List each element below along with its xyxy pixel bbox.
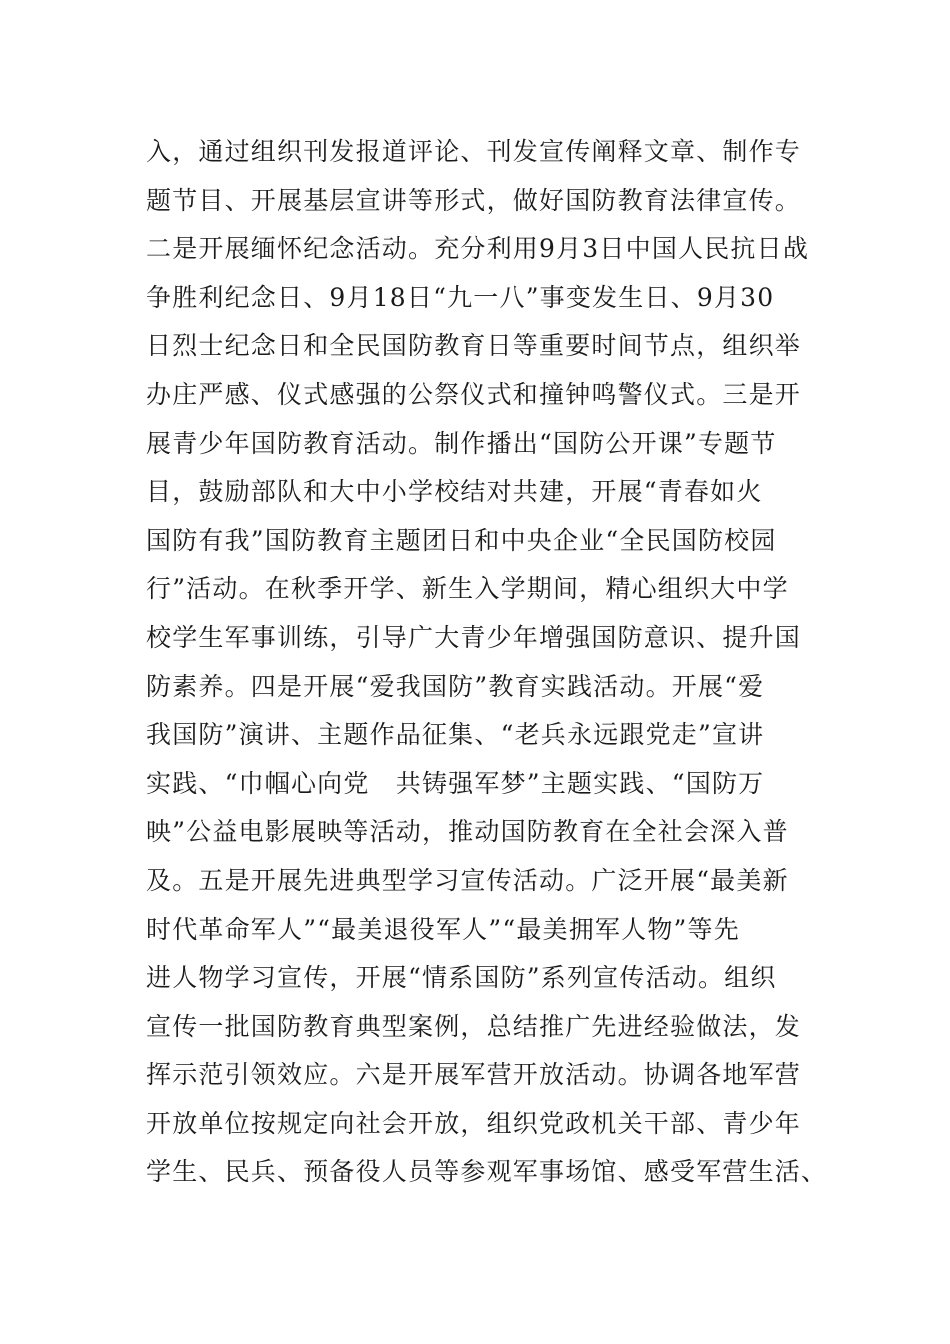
text-line: 进人物学习宣传，开展“情系国防”系列宣传活动。组织	[146, 963, 777, 993]
text-line: 及。五是开展先进典型学习宣传活动。广泛开展“最美新	[146, 865, 789, 895]
text-line: 时代革命军人”“最美退役军人”“最美拥军人物”等先	[146, 914, 740, 944]
text-line: 行”活动。在秋季开学、新生入学期间，精心组织大中学	[146, 574, 789, 604]
text-line: 映”公益电影展映等活动，推动国防教育在全社会深入普	[146, 817, 789, 847]
text-line: 我国防”演讲、主题作品征集、“老兵永远跟党走”宣讲	[146, 720, 765, 750]
text-line: 办庄严感、仪式感强的公祭仪式和撞钟鸣警仪式。三是开	[146, 379, 802, 409]
text-line: 展青少年国防教育活动。制作播出“国防公开课”专题节	[146, 428, 777, 458]
text-line: 入，通过组织刊发报道评论、刊发宣传阐释文章、制作专	[146, 137, 802, 166]
text-line: 开放单位按规定向社会开放，组织党政机关干部、青少年	[146, 1108, 802, 1138]
text-line: 挥示范引领效应。六是开展军营开放活动。协调各地军营	[146, 1060, 802, 1090]
text-line: 日烈士纪念日和全民国防教育日等重要时间节点，组织举	[146, 331, 802, 361]
text-line: 题节目、开展基层宣讲等形式，做好国防教育法律宣传。	[146, 185, 802, 215]
text-line: 学生、民兵、预备役人员等参观军事场馆、感受军营生活、	[146, 1157, 828, 1187]
text-line: 二是开展缅怀纪念活动。充分利用9月3日中国人民抗日战	[146, 234, 810, 264]
text-line: 国防有我”国防教育主题团日和中央企业“全民国防校园	[146, 525, 777, 555]
text-line: 防素养。四是开展“爱我国防”教育实践活动。开展“爱	[146, 671, 765, 701]
text-line: 宣传一批国防教育典型案例，总结推广先进经验做法，发	[146, 1011, 802, 1041]
text-line: 目，鼓励部队和大中小学校结对共建，开展“青春如火	[146, 477, 763, 507]
text-line: 实践、“巾帼心向党 共铸强军梦”主题实践、“国防万	[146, 768, 765, 798]
text-line: 争胜利纪念日、9月18日“九一八”事变发生日、9月30	[146, 282, 775, 312]
body-text	[146, 128, 826, 1197]
text-line: 校学生军事训练，引导广大青少年增强国防意识、提升国	[146, 622, 802, 652]
